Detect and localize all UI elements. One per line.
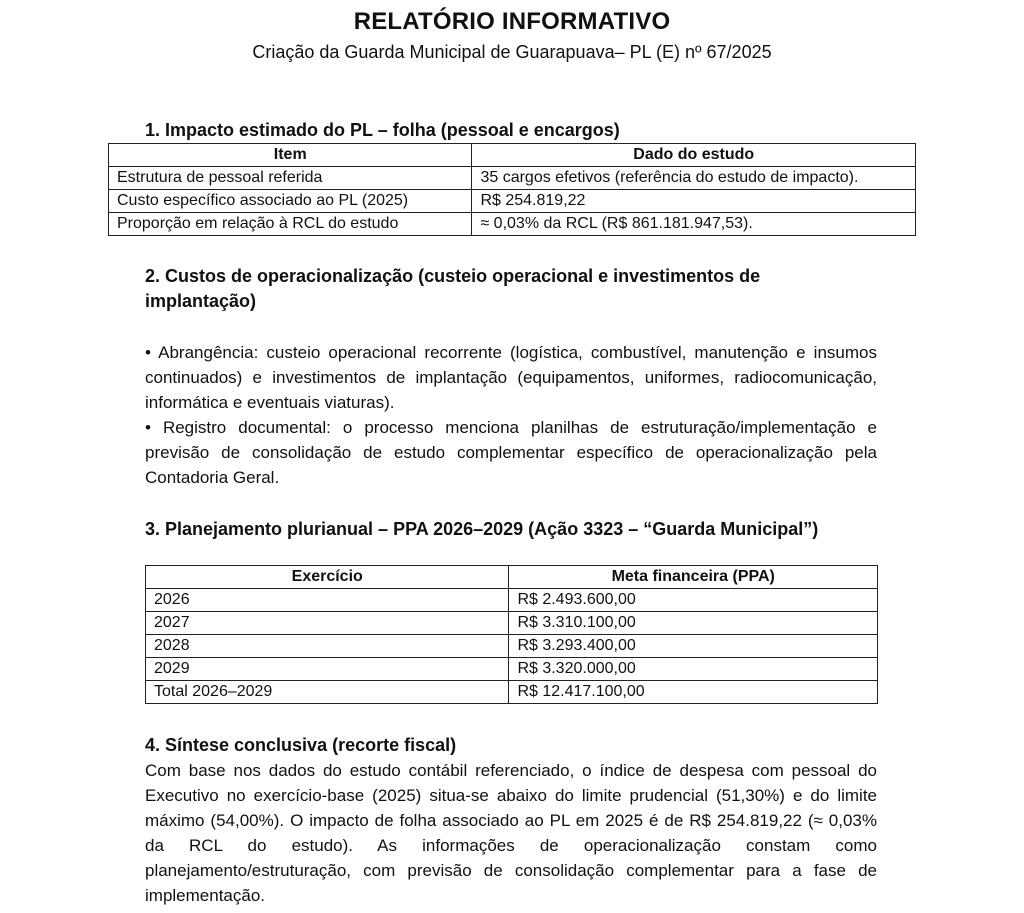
bullet-registro-documental: • Registro documental: o processo menciona planilhas de estruturação/implementação e previsão de consolidação de estudo complementar específico de operacionalização pela Contadoria Geral. xyxy=(145,418,877,487)
column-header-exercicio: Exercício xyxy=(146,566,509,589)
table-row xyxy=(146,612,878,635)
table-row xyxy=(109,213,916,236)
table-cell: 35 cargos efetivos (referência do estudo de impacto). xyxy=(472,167,916,190)
table-header-row xyxy=(109,144,916,167)
conclusion-paragraph: Com base nos dados do estudo contábil referenciado, o índice de despesa com pessoal do Executivo no exercício-base (2025) situa-se abaixo do limite prudencial (51,30%) e do limite máximo (54,00%). O impacto de folha associado ao PL em 2025 é de R$ 254.819,22 (≈ 0,03% da RCL do estudo). As informações de operacionalização constam como planejamento/estruturação, com previsão de consolidação complementar para a fase de implementação. xyxy=(145,761,877,905)
table-cell: Proporção em relação à RCL do estudo xyxy=(109,213,472,236)
report-subtitle: Criação da Guarda Municipal de Guarapuava– PL (E) nº 67/2025 xyxy=(252,42,772,62)
section2-heading: 2. Custos de operacionalização (custeio operacional e investimentos de implantação) xyxy=(145,266,761,311)
impact-table xyxy=(108,143,916,236)
table-cell: ≈ 0,03% da RCL (R$ 861.181.947,53). xyxy=(472,213,916,236)
table-cell: 2028 xyxy=(146,635,509,658)
table-cell: Estrutura de pessoal referida xyxy=(109,167,472,190)
column-header-meta: Meta financeira (PPA) xyxy=(509,566,878,589)
table-row xyxy=(146,589,878,612)
section4-text xyxy=(145,758,877,908)
table-cell: R$ 2.493.600,00 xyxy=(509,589,878,612)
section1-heading: 1. Impacto estimado do PL – folha (pessoal e encargos) xyxy=(145,120,620,140)
table-row xyxy=(109,190,916,213)
table-cell: Custo específico associado ao PL (2025) xyxy=(109,190,472,213)
table-row-total xyxy=(146,681,878,704)
section3-heading: 3. Planejamento plurianual – PPA 2026–2029 (Ação 3323 – “Guarda Municipal”) xyxy=(145,519,819,539)
section2-bullets xyxy=(145,340,877,490)
column-header-item: Item xyxy=(109,144,472,167)
section4-heading: 4. Síntese conclusiva (recorte fiscal) xyxy=(145,735,457,755)
table-row xyxy=(146,635,878,658)
table-cell: R$ 3.320.000,00 xyxy=(509,658,878,681)
table-row xyxy=(109,167,916,190)
table-cell: R$ 254.819,22 xyxy=(472,190,916,213)
table-row xyxy=(146,658,878,681)
table-cell: 2029 xyxy=(146,658,509,681)
table-cell: R$ 3.310.100,00 xyxy=(509,612,878,635)
table-cell: R$ 12.417.100,00 xyxy=(509,681,878,704)
table-cell: 2026 xyxy=(146,589,509,612)
table-cell: R$ 3.293.400,00 xyxy=(509,635,878,658)
table-cell: Total 2026–2029 xyxy=(146,681,509,704)
column-header-dado: Dado do estudo xyxy=(472,144,916,167)
table-header-row xyxy=(146,566,878,589)
table-cell: 2027 xyxy=(146,612,509,635)
ppa-table xyxy=(145,565,878,704)
bullet-abrangencia: • Abrangência: custeio operacional recorrente (logística, combustível, manutenção e insumos continuados) e investimentos de implantação (equipamentos, uniformes, radiocomunicação, informática e eventuais viaturas). xyxy=(145,343,877,412)
report-title: RELATÓRIO INFORMATIVO xyxy=(353,8,671,35)
